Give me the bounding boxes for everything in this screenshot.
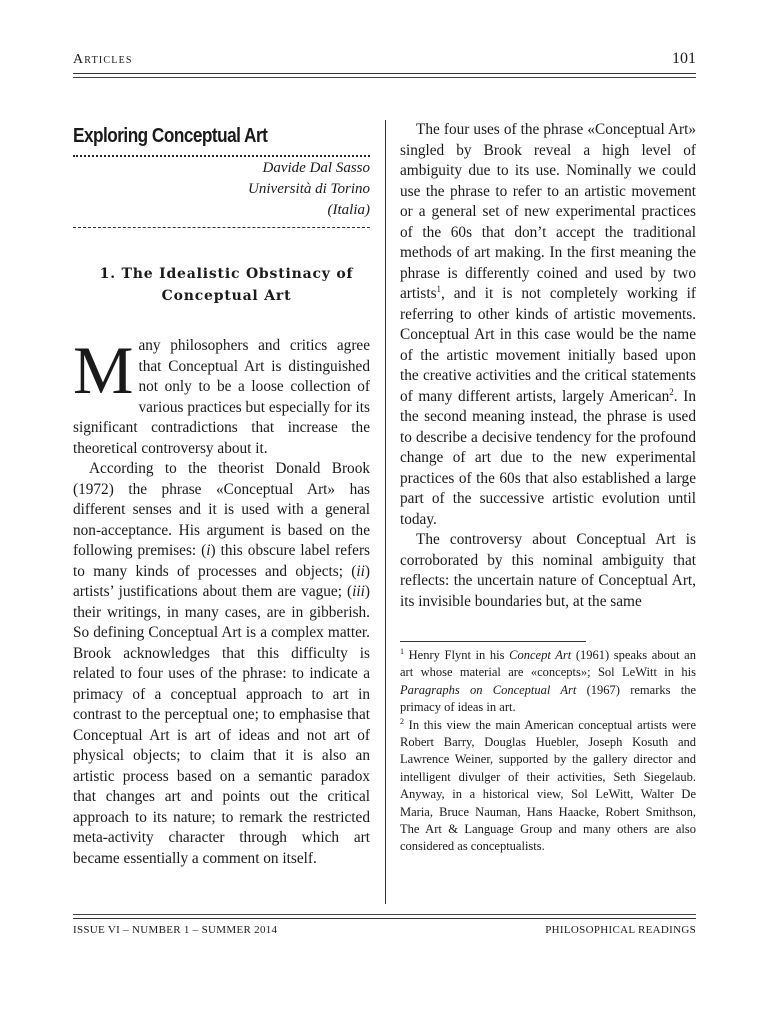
header-rule-thin [73,77,696,78]
author-dashed-rule [73,227,370,228]
author-affiliation: Università di Torino [248,181,370,197]
running-head [73,50,696,74]
article-title: Exploring Conceptual Art [73,125,268,147]
column-divider [385,120,386,904]
right-column [400,120,696,856]
paragraph-1: Many philosophers and critics agree that Conceptual Art is distinguished not only to be a loose collection of various practices but especially for its significant contradictions that increase the theoretical controversy about it. [73,332,370,457]
page-footer [73,924,696,940]
footer-rule-thin [73,914,696,915]
paragraph-2: According to the theorist Donald Brook (1972) the phrase «Conceptual Art» has different senses and it is used with a general non-acceptance. His argument is based on the following premises: (i) this obscure label refers to many kinds of processes and objects; (ii) artists’ justifications about them are vague; (iii) their writings, in many cases, are in gibberish. So defining Conceptual Art is a complex matter. Brook acknowledges that this difficulty is related to four uses of the phrase: to indicate a primacy of a conceptual approach to art in contrast to the perceptual one; to emphasise that Conceptual Art is art of ideas and not art of physical objects; to claim that it is also an artistic process based on a semantic paradox that changes art and points out the critical approach to its nature; to remark the restricted meta-activity character through which art became essentially a comment on itself. [73,460,370,867]
header-rule [73,73,696,74]
footnote-ref-1: 1 [436,283,442,294]
journal-name: PHILOSOPHICAL READINGS [545,924,696,936]
footnote-rule [400,641,586,642]
footnote-ref-2: 2 [669,386,674,397]
section-heading: 1. The Idealistic Obstinacy of Conceptual Art [99,266,354,304]
footnote-2: $^2$ In this view the main American conceptual artists were Robert Barry, Douglas Huebler, Joseph Kosuth and Lawrence Weiner, supported by the gallery director and intelligent divulger of their activities, Seth Siegelaub. Anyway, in a historical view, Sol LeWitt, Walter De Maria, Bruce Nauman, Hans Haacke, Robert Smithson, The Art & Language Group and many others are also considered as conceptualists. [400,716,696,854]
author-name: Davide Dal Sasso [262,160,370,176]
footer-rule [73,918,696,919]
footnote-1: $^1$ Henry Flynt in his Concept Art (1961) speaks about an art whose material are «concepts»; Sol LeWitt in his Paragraphs on Conceptual Art (1967) remarks the primacy of ideas in art. [400,646,696,715]
left-column [73,120,370,869]
paragraph-4: The controversy about Conceptual Art is corroborated by this nominal ambiguity that reflects: the uncertain nature of Conceptual Art, its invisible boundaries but, at the same [400,531,696,610]
issue-info: ISSUE VI – NUMBER 1 – SUMMER 2014 [73,924,278,936]
title-dotted-rule [73,155,370,157]
paragraph-3: The four uses of the phrase «Conceptual Art» singled by Brook reveal a high level of ambiguity due to its use. Nominally we could use the phrase to refer to an artistic movement or a general set of new experimental practices of the 60s that don’t accept the traditional methods of art making. In the first meaning the phrase is differently coined and used by two artists$^1$, and it is not completely working if referring to other kinds of artistic movements. Conceptual Art in this case would be the name of the artistic movement initially based upon the creative activities and the critical statements of many different artists, largely American$^2$. In the second meaning instead, the phrase is used to describe a decisive tendency for the profound change of art due to the new experimental practices of the 60s that also established a large part of the successive artistic evolution until today. [400,121,696,528]
author-block [73,158,370,221]
page-number: 101 [672,50,696,67]
author-country: (Italia) [327,202,370,218]
drop-cap: M [73,332,134,408]
section-label: Articles [73,52,133,67]
